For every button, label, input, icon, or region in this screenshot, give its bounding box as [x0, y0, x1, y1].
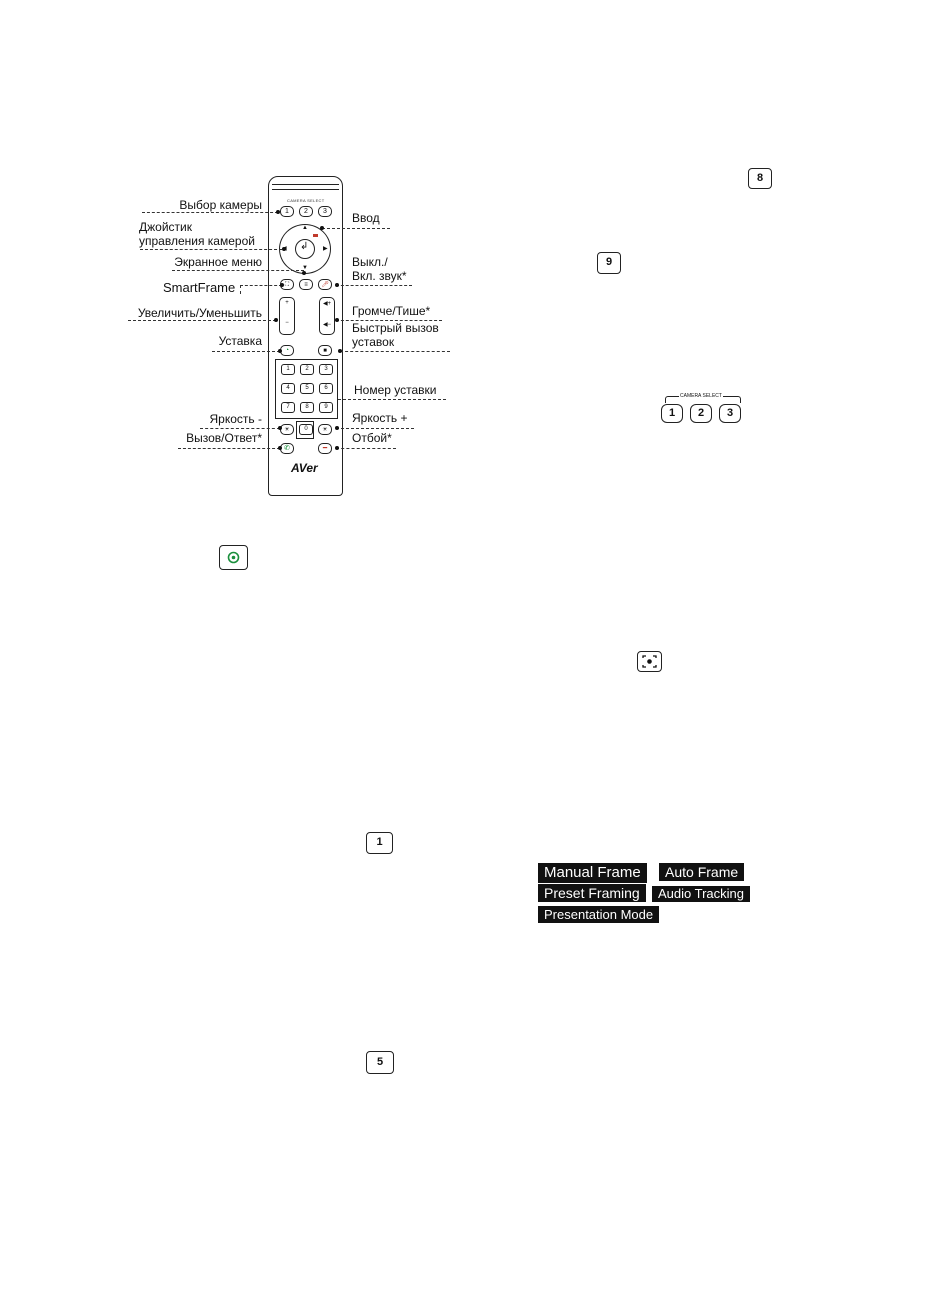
remote-zoom-rocker: + −	[279, 297, 295, 335]
key-8-icon: 8	[748, 168, 772, 189]
leader-line	[336, 448, 396, 449]
leader-dot	[335, 446, 339, 450]
leader-line	[240, 285, 241, 294]
remote-camera-key-2: 2	[299, 206, 313, 217]
leader-line	[212, 351, 280, 352]
remote-logo: AVer	[291, 461, 318, 475]
camera-select-key-2: 2	[690, 404, 712, 423]
leader-line	[142, 212, 278, 213]
remote-brightness-minus-button: ☀	[280, 424, 294, 435]
leader-dot	[278, 446, 282, 450]
leader-dot	[335, 426, 339, 430]
remote-top-line	[272, 184, 339, 185]
remote-quick-preset-button: ■	[318, 345, 332, 356]
mode-presentation-mode: Presentation Mode	[538, 906, 659, 923]
leader-line	[172, 270, 304, 271]
mode-audio-tracking: Audio Tracking	[652, 886, 750, 902]
label-quick-preset-line2: уставок	[352, 335, 395, 349]
leader-dot	[280, 283, 284, 287]
remote-camera-select-caption: CAMERA SELECT	[287, 198, 325, 203]
remote-camera-key-3: 3	[318, 206, 332, 217]
leader-line	[322, 228, 390, 229]
camera-select-key-1: 1	[661, 404, 683, 423]
remote-top-line	[272, 189, 339, 190]
leader-line	[240, 285, 282, 286]
remote-num-key: 6	[319, 383, 333, 394]
remote-num-key: 8	[300, 402, 314, 413]
remote-brightness-plus-button: ☀	[318, 424, 332, 435]
remote-numpad	[275, 359, 338, 419]
mode-manual-frame: Manual Frame	[538, 863, 647, 883]
remote-smartframe-button: ⛶	[280, 279, 294, 290]
leader-dot	[278, 426, 282, 430]
leader-line	[140, 249, 282, 250]
leader-line	[200, 428, 280, 429]
leader-dot	[320, 226, 324, 230]
label-hang-up: Отбой*	[352, 431, 392, 445]
label-enter: Ввод	[352, 211, 380, 225]
leader-line	[340, 351, 450, 352]
leader-dot	[282, 247, 286, 251]
key-9-icon: 9	[597, 252, 621, 274]
label-joystick-line2: управления камерой	[139, 234, 255, 248]
leader-line	[338, 399, 446, 400]
label-mute-line2: Вкл. звук*	[352, 269, 407, 283]
leader-dot	[276, 210, 280, 214]
label-call-answer: Вызов/Ответ*	[186, 431, 262, 445]
key-5-icon: 5	[366, 1051, 394, 1074]
key-1-icon: 1	[366, 832, 393, 854]
right-arrow-icon: ▶	[323, 246, 328, 252]
remote-num-key: 1	[281, 364, 295, 375]
remote-num-key: 2	[300, 364, 314, 375]
joystick-indicator	[313, 234, 318, 237]
remote-preset-button: ◔	[280, 345, 294, 356]
mode-preset-framing: Preset Framing	[538, 884, 646, 902]
label-smartframe: SmartFrame	[163, 280, 236, 295]
remote-volume-rocker: ◀+ ◀−	[319, 297, 335, 335]
leader-dot	[302, 271, 306, 275]
label-brightness-minus: Яркость -	[209, 412, 262, 426]
label-brightness-plus: Яркость +	[352, 411, 408, 425]
leader-dot	[338, 349, 342, 353]
leader-dot	[278, 349, 282, 353]
remote-hangup-button: ━	[318, 443, 332, 454]
label-quick-preset-line1: Быстрый вызов	[352, 321, 439, 335]
remote-num-key: 5	[300, 383, 314, 394]
label-mute-line1: Выкл./	[352, 255, 388, 269]
down-arrow-icon: ▼	[302, 265, 308, 271]
label-zoom: Увеличить/Уменьшить	[137, 306, 262, 320]
remote-mute-button: 🎤︎	[318, 279, 332, 290]
preset-icon	[219, 545, 248, 570]
remote-num-key: 7	[281, 402, 295, 413]
smartframe-icon	[637, 651, 662, 672]
remote-camera-key-1: 1	[280, 206, 294, 217]
leader-line	[336, 285, 412, 286]
mode-auto-frame: Auto Frame	[659, 863, 744, 881]
leader-dot	[335, 318, 339, 322]
up-arrow-icon: ▲	[302, 225, 308, 231]
label-osd-menu: Экранное меню	[174, 255, 262, 269]
remote-num-key: 4	[281, 383, 295, 394]
label-joystick-line1: Джойстик	[139, 220, 192, 234]
enter-arrow-icon: ↲	[300, 241, 309, 252]
remote-call-button: ✆	[280, 443, 294, 454]
remote-osd-menu-button: ≡	[299, 279, 313, 290]
leader-line	[336, 428, 414, 429]
leader-line	[178, 448, 280, 449]
label-preset: Уставка	[218, 334, 262, 348]
label-volume: Громче/Тише*	[352, 304, 431, 318]
leader-dot	[274, 318, 278, 322]
remote-center-frame	[296, 421, 314, 439]
label-preset-number: Номер уставки	[354, 383, 437, 397]
camera-select-key-3: 3	[719, 404, 741, 423]
camera-select-caption: CAMERA SELECT	[680, 393, 722, 399]
leader-line	[128, 320, 276, 321]
remote-num-key: 9	[319, 402, 333, 413]
label-camera-select: Выбор камеры	[179, 198, 262, 212]
remote-num-key: 3	[319, 364, 333, 375]
remote-num-key-0: 0	[299, 424, 313, 435]
camera-select-icon	[657, 390, 749, 424]
leader-dot	[335, 283, 339, 287]
